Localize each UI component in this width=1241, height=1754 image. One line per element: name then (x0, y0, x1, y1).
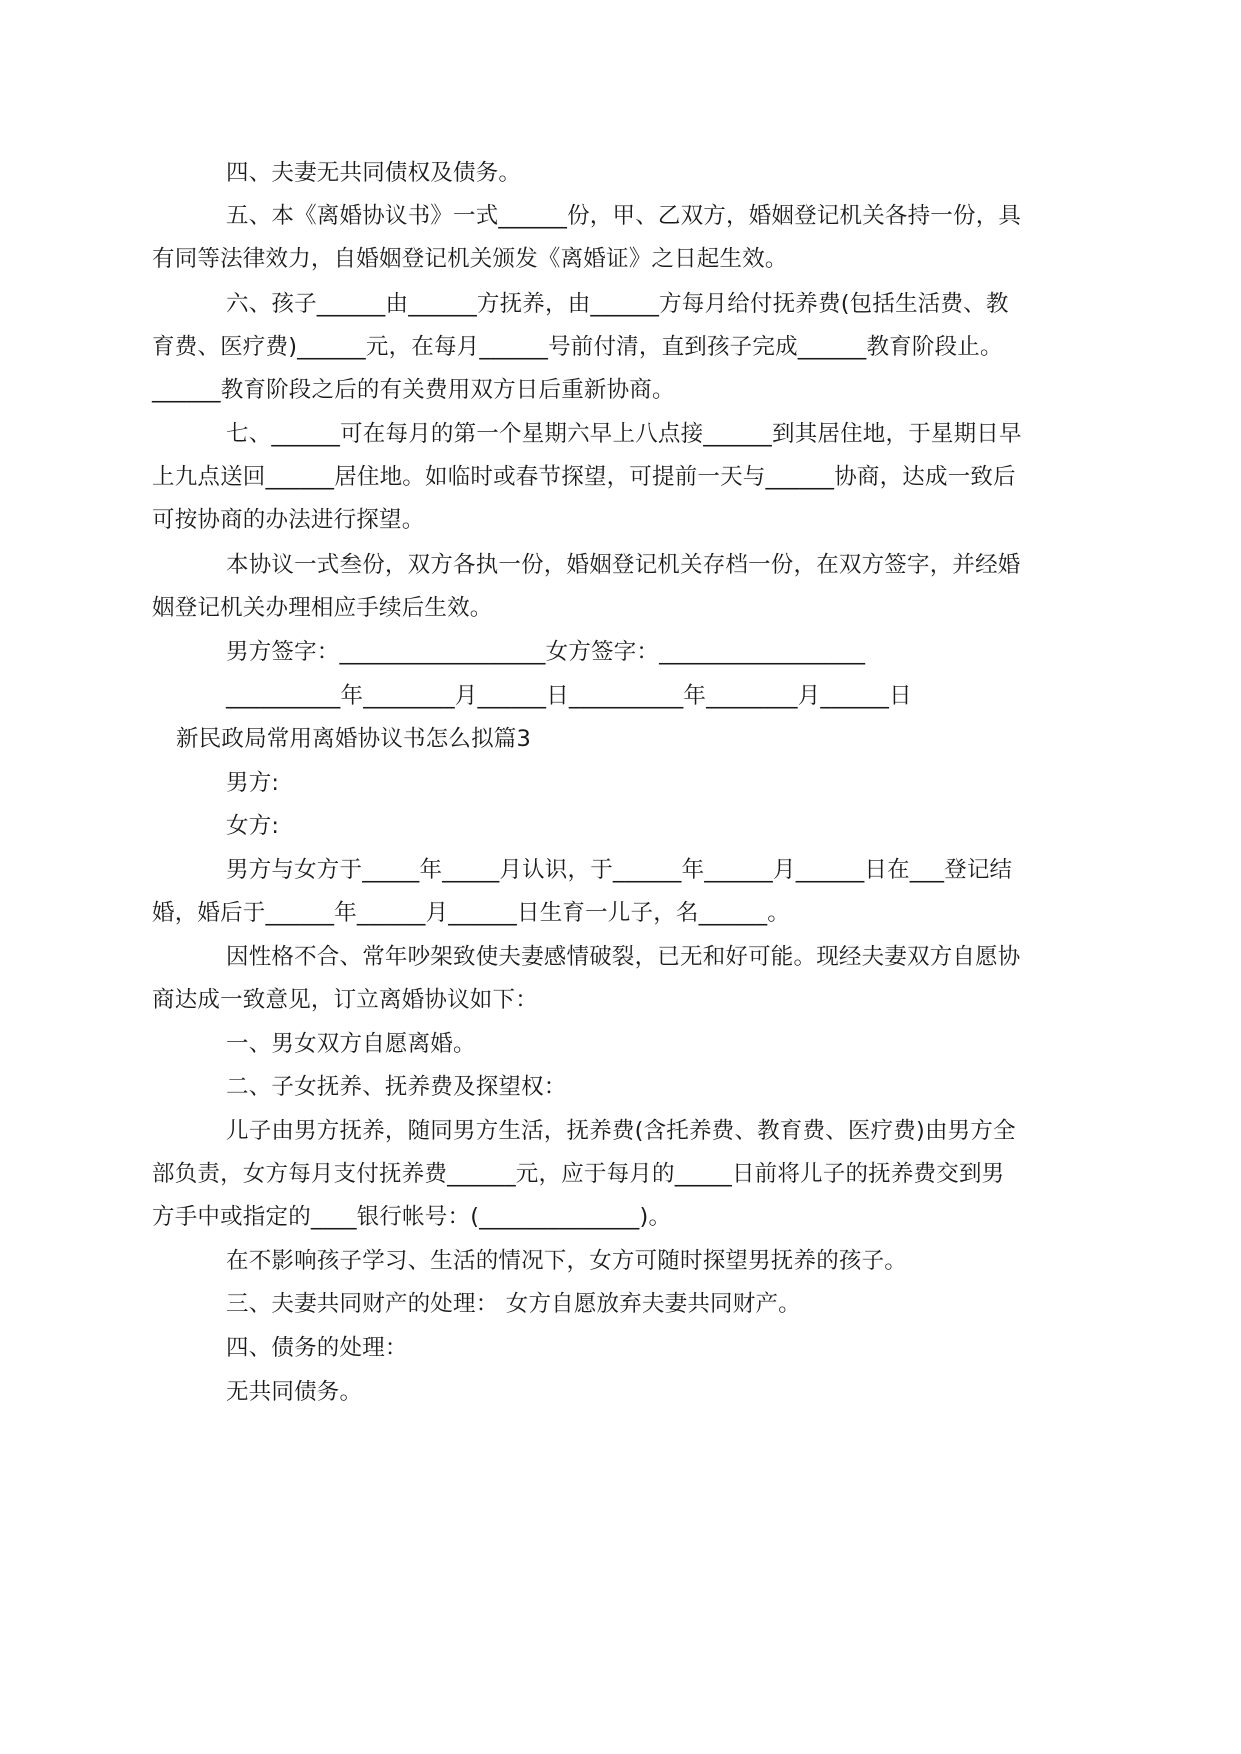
agreement-item-3: 三、夫妻共同财产的处理： 女方自愿放弃夫妻共同财产。 (226, 1291, 801, 1317)
clause-7-line-1: 七、______可在每月的第一个星期六早上八点接______到其居住地，于星期日早 (226, 421, 1022, 447)
no-shared-debt: 无共同债务。 (226, 1379, 363, 1405)
custody-line-3: 方手中或指定的____银行帐号：(______________)。 (152, 1204, 672, 1230)
agreement-item-4: 四、债务的处理： (226, 1335, 408, 1361)
clause-6-line-2: 育费、医疗费)______元，在每月______号前付清，直到孩子完成______教育阶段止。 (152, 334, 1003, 360)
custody-line-2: 部负责，女方每月支付抚养费______元，应于每月的_____日前将儿子的抚养费交到男 (152, 1161, 1005, 1187)
date-line: __________年________月______日__________年________月______日 (226, 683, 912, 709)
clause-7-line-2: 上九点送回______居住地。如临时或春节探望，可提前一天与______协商，达成一致后 (152, 464, 1016, 490)
reason-line-2: 商达成一致意见，订立离婚协议如下： (152, 987, 538, 1013)
clause-6-line-3: ______教育阶段之后的有关费用双方日后重新协商。 (152, 377, 675, 403)
clause-7-line-3: 可按协商的办法进行探望。 (152, 507, 425, 533)
marriage-info-line-1: 男方与女方于_____年_____月认识，于______年______月______日在___登记结 (226, 857, 1013, 883)
clause-4-no-debt: 四、夫妻无共同债权及债务。 (226, 160, 522, 186)
marriage-info-line-2: 婚，婚后于______年______月______日生育一儿子，名______。 (152, 900, 791, 926)
copies-clause-line-2: 姻登记机关办理相应手续后生效。 (152, 595, 493, 621)
custody-line-1: 儿子由男方抚养，随同男方生活，抚养费(含托养费、教育费、医疗费)由男方全 (226, 1118, 1016, 1144)
copies-clause-line-1: 本协议一式叁份，双方各执一份，婚姻登记机关存档一份，在双方签字，并经婚 (226, 552, 1021, 578)
clause-5-line-1: 五、本《离婚协议书》一式______份，甲、乙双方，婚姻登记机关各持一份，具 (226, 203, 1022, 229)
agreement-item-2: 二、子女抚养、抚养费及探望权： (226, 1074, 567, 1100)
clause-5-line-2: 有同等法律效力，自婚姻登记机关颁发《离婚证》之日起生效。 (152, 246, 788, 272)
party-female: 女方: (226, 813, 280, 839)
reason-line-1: 因性格不合、常年吵架致使夫妻感情破裂，已无和好可能。现经夫妻双方自愿协 (226, 944, 1021, 970)
section-heading: 新民政局常用离婚协议书怎么拟篇3 (176, 726, 532, 752)
party-male: 男方: (226, 770, 280, 796)
agreement-item-1: 一、男女双方自愿离婚。 (226, 1031, 476, 1057)
visitation-line: 在不影响孩子学习、生活的情况下，女方可随时探望男抚养的孩子。 (226, 1248, 908, 1274)
signature-line: 男方签字：__________________女方签字：__________________ (226, 639, 866, 665)
clause-6-line-1: 六、孩子______由______方抚养，由______方每月给付抚养费(包括生活费、教 (226, 291, 1009, 317)
